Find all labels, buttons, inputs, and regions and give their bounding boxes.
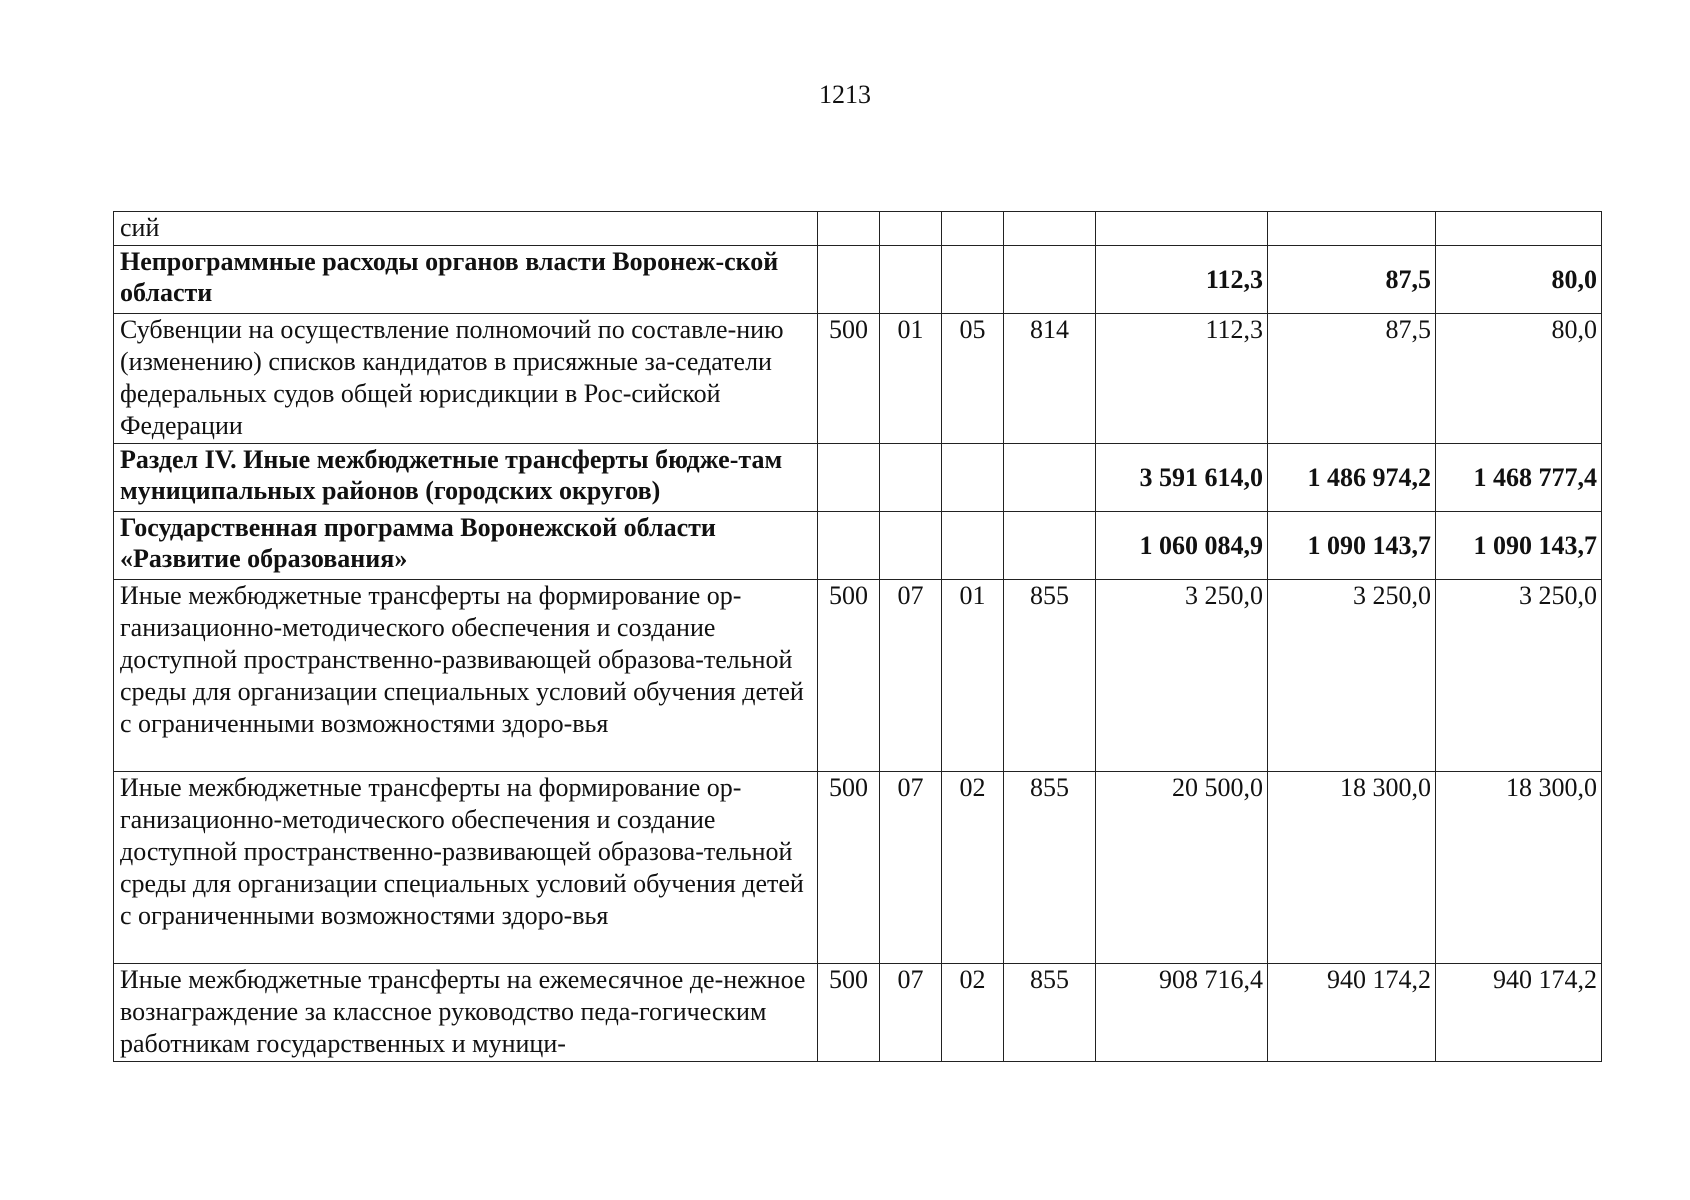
amount-cell-3: 1 468 777,4 [1436,444,1602,512]
code-cell-3: 05 [942,314,1004,444]
amount-cell-2: 87,5 [1268,246,1436,314]
code-cell-4: 855 [1004,964,1096,1062]
code-cell-2 [880,444,942,512]
code-cell-1 [818,212,880,246]
code-cell-1: 500 [818,314,880,444]
page-number: 1213 [819,80,871,109]
code-cell-2: 07 [880,772,942,964]
code-cell-2: 07 [880,964,942,1062]
table-row [114,314,1602,444]
table-row [114,444,1602,512]
code-cell-3: 02 [942,772,1004,964]
code-cell-1: 500 [818,964,880,1062]
code-cell-3: 01 [942,580,1004,772]
amount-cell-1: 20 500,0 [1096,772,1268,964]
code-cell-3 [942,444,1004,512]
code-cell-3 [942,246,1004,314]
table-row [114,512,1602,580]
code-cell-4: 855 [1004,772,1096,964]
row-name-cell: Раздел IV. Иные межбюджетные трансферты бюдже-там муниципальных районов (городских округов) [114,444,818,512]
amount-cell-2: 940 174,2 [1268,964,1436,1062]
row-name-cell: сий [114,212,818,246]
row-name-cell: Иные межбюджетные трансферты на формирование ор-ганизационно-методического обеспечения и создание доступной пространственно-развивающей образова-тельной среды для организации специальных условий обучения детей с ограниченными возможностями здоро-вья [114,772,818,964]
amount-cell-2: 3 250,0 [1268,580,1436,772]
table-row [114,964,1602,1062]
amount-cell-3 [1436,212,1602,246]
table-row [114,212,1602,246]
amount-cell-3: 1 090 143,7 [1436,512,1602,580]
code-cell-4 [1004,212,1096,246]
code-cell-4 [1004,512,1096,580]
amount-cell-2: 1 090 143,7 [1268,512,1436,580]
code-cell-4: 814 [1004,314,1096,444]
row-name-cell: Иные межбюджетные трансферты на ежемесячное де-нежное вознаграждение за классное руководство педа-гогическим работникам государственных и муници- [114,964,818,1062]
amount-cell-3: 18 300,0 [1436,772,1602,964]
code-cell-2 [880,246,942,314]
budget-table [113,211,1602,1062]
row-name-cell: Непрограммные расходы органов власти Воронеж-ской области [114,246,818,314]
code-cell-1: 500 [818,580,880,772]
code-cell-2: 01 [880,314,942,444]
amount-cell-3: 3 250,0 [1436,580,1602,772]
code-cell-4 [1004,246,1096,314]
row-name-cell: Государственная программа Воронежской области «Развитие образования» [114,512,818,580]
code-cell-3 [942,512,1004,580]
amount-cell-1: 3 591 614,0 [1096,444,1268,512]
code-cell-2 [880,512,942,580]
code-cell-2: 07 [880,580,942,772]
code-cell-1 [818,246,880,314]
code-cell-1 [818,512,880,580]
amount-cell-1 [1096,212,1268,246]
table-row [114,772,1602,964]
row-name-cell: Иные межбюджетные трансферты на формирование ор-ганизационно-методического обеспечения и создание доступной пространственно-развивающей образова-тельной среды для организации специальных условий обучения детей с ограниченными возможностями здоро-вья [114,580,818,772]
amount-cell-3: 940 174,2 [1436,964,1602,1062]
amount-cell-1: 3 250,0 [1096,580,1268,772]
code-cell-4: 855 [1004,580,1096,772]
table-row [114,580,1602,772]
amount-cell-2: 1 486 974,2 [1268,444,1436,512]
row-name-cell: Субвенции на осуществление полномочий по составле-нию (изменению) списков кандидатов в присяжные за-седатели федеральных судов общей юрисдикции в Рос-сийской Федерации [114,314,818,444]
amount-cell-1: 112,3 [1096,314,1268,444]
amount-cell-1: 1 060 084,9 [1096,512,1268,580]
amount-cell-3: 80,0 [1436,314,1602,444]
code-cell-2 [880,212,942,246]
table-row [114,246,1602,314]
amount-cell-1: 112,3 [1096,246,1268,314]
code-cell-4 [1004,444,1096,512]
amount-cell-2: 87,5 [1268,314,1436,444]
code-cell-1 [818,444,880,512]
amount-cell-2: 18 300,0 [1268,772,1436,964]
amount-cell-3: 80,0 [1436,246,1602,314]
code-cell-1: 500 [818,772,880,964]
code-cell-3: 02 [942,964,1004,1062]
budget-table-body [114,212,1602,1062]
amount-cell-2 [1268,212,1436,246]
code-cell-3 [942,212,1004,246]
amount-cell-1: 908 716,4 [1096,964,1268,1062]
